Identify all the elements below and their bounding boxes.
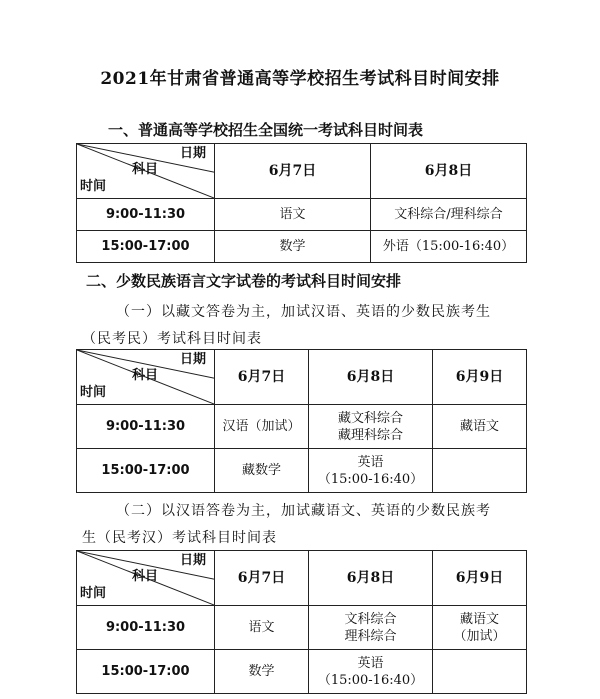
- subject-cell: 语文: [215, 606, 309, 650]
- date-header: 6月7日: [215, 144, 371, 199]
- subject-cell: 外语（15:00-16:40）: [371, 231, 527, 263]
- subject-line: （15:00-16:40）: [317, 471, 424, 487]
- subject-cell: 藏数学: [215, 449, 309, 493]
- subject-cell: 数学: [215, 650, 309, 694]
- subject-cell: [433, 650, 527, 694]
- corner-header-cell: [77, 551, 215, 606]
- subject-line: 英语: [357, 655, 384, 671]
- time-cell: 9:00-11:30: [77, 405, 215, 449]
- corner-subject-label: 科目: [132, 569, 159, 584]
- date-header: 6月7日: [215, 551, 309, 606]
- sub2-description-line2: 生（民考汉）考试科目时间表: [82, 530, 277, 546]
- subject-line: 藏文科综合: [337, 410, 403, 426]
- subject-cell: [309, 449, 433, 493]
- table-row: [77, 199, 527, 231]
- table-row: [77, 405, 527, 449]
- time-cell: 9:00-11:30: [77, 199, 215, 231]
- date-header: 6月9日: [433, 350, 527, 405]
- corner-time-label: 时间: [80, 586, 107, 601]
- subject-cell: 汉语（加试）: [215, 405, 309, 449]
- subject-line: 藏语文: [459, 611, 499, 627]
- subject-line: （加试）: [453, 628, 506, 644]
- subject-line: 文科综合: [344, 611, 397, 627]
- subject-cell: [309, 606, 433, 650]
- table-row: [77, 650, 527, 694]
- corner-date-label: 日期: [179, 553, 206, 568]
- subject-cell: [433, 606, 527, 650]
- time-cell: 15:00-17:00: [77, 231, 215, 263]
- subject-cell: [309, 405, 433, 449]
- section2-heading: 二、少数民族语言文字试卷的考试科目时间安排: [86, 272, 402, 290]
- subject-cell: 数学: [215, 231, 371, 263]
- table-row: [77, 449, 527, 493]
- schedule-table-minkaohan: [76, 550, 527, 694]
- schedule-table-general: [76, 143, 527, 263]
- sub1-description-line1: （一）以藏文答卷为主，加试汉语、英语的少数民族考生: [116, 304, 491, 320]
- subject-line: （15:00-16:40）: [317, 672, 424, 688]
- date-header: 6月8日: [371, 144, 527, 199]
- subject-cell: 藏语文: [433, 405, 527, 449]
- page-title: 2021年甘肃省普通高等学校招生考试科目时间安排: [100, 69, 500, 89]
- date-header: 6月8日: [309, 350, 433, 405]
- corner-date-label: 日期: [179, 352, 206, 367]
- corner-time-label: 时间: [80, 385, 107, 400]
- subject-cell: [433, 449, 527, 493]
- table-row: [77, 606, 527, 650]
- corner-header-cell: [77, 144, 215, 199]
- corner-header-cell: [77, 350, 215, 405]
- subject-cell: 语文: [215, 199, 371, 231]
- date-header: 6月9日: [433, 551, 527, 606]
- corner-time-label: 时间: [80, 179, 107, 194]
- corner-subject-label: 科目: [132, 162, 159, 177]
- section1-heading: 一、普通高等学校招生全国统一考试科目时间表: [108, 121, 424, 139]
- table-row: [77, 231, 527, 263]
- schedule-table-minkaomin: [76, 349, 527, 493]
- subject-cell: 文科综合/理科综合: [371, 199, 527, 231]
- subject-line: 理科综合: [344, 628, 397, 644]
- corner-subject-label: 科目: [132, 368, 159, 383]
- sub2-description-line1: （二）以汉语答卷为主，加试藏语文、英语的少数民族考: [116, 503, 491, 519]
- time-cell: 15:00-17:00: [77, 650, 215, 694]
- time-cell: 9:00-11:30: [77, 606, 215, 650]
- sub1-description-line2: （民考民）考试科目时间表: [82, 331, 262, 347]
- subject-cell: [309, 650, 433, 694]
- date-header: 6月7日: [215, 350, 309, 405]
- time-cell: 15:00-17:00: [77, 449, 215, 493]
- subject-line: 英语: [357, 454, 384, 470]
- date-header: 6月8日: [309, 551, 433, 606]
- subject-line: 藏理科综合: [337, 427, 403, 443]
- corner-date-label: 日期: [179, 146, 206, 161]
